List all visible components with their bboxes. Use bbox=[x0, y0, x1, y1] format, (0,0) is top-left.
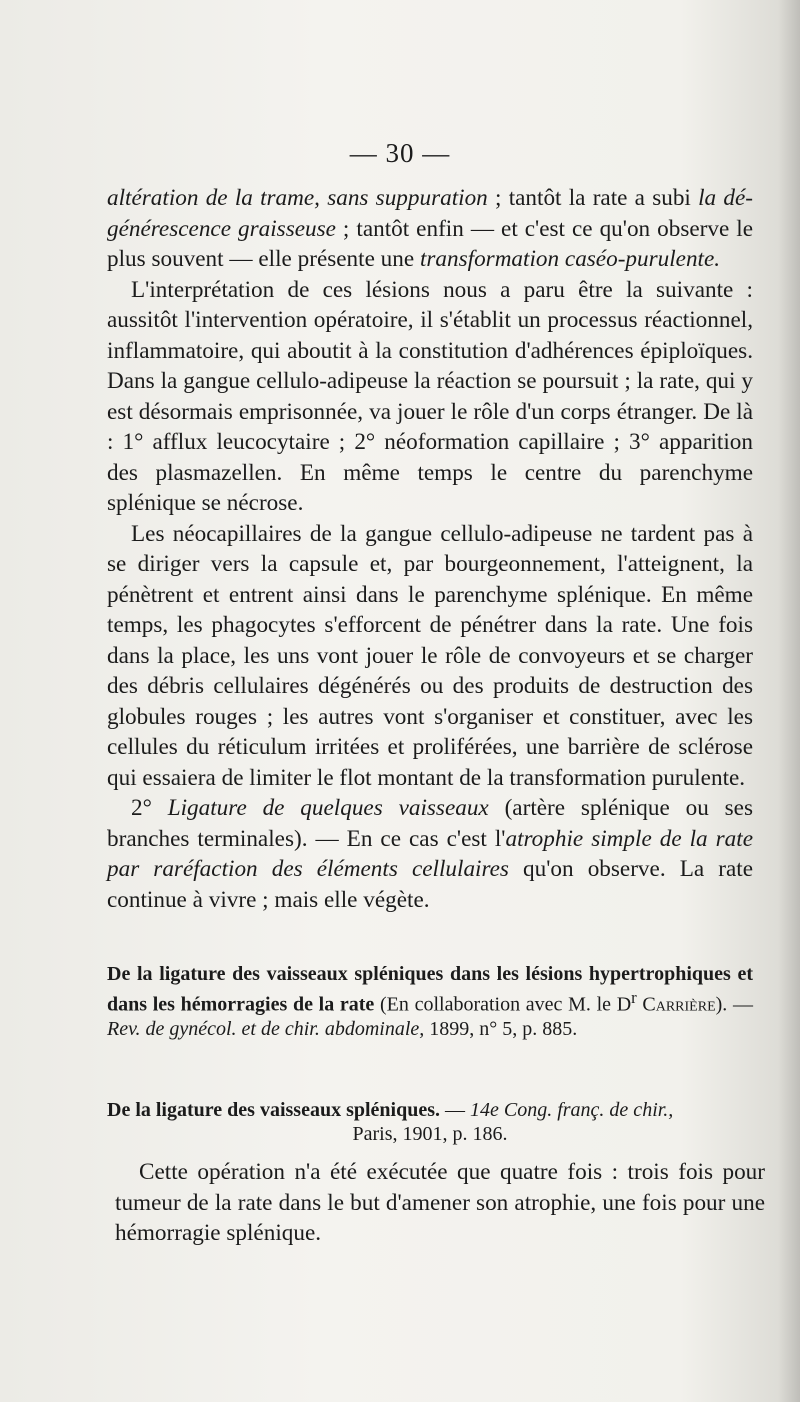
reference-title: De la ligature des vaisseaux spléniques dans les lésions hypertrophiques et dans les hémorragies de la rate bbox=[107, 963, 753, 1016]
reference-collab-post: ). — bbox=[715, 993, 753, 1016]
paragraph bbox=[107, 793, 753, 915]
italic-run: Ligature de quelques vaisseaux bbox=[167, 795, 489, 821]
text-run: Les néocapillaires de la gangue cellulo-adipeuse ne tardent pas à se diriger vers la capsule et, par bourgeonnement, l'atteignent, la pénètrent et entrent ainsi dans le parenchyme splénique. En même temps, les phagocytes s'efforcent de pénétrer dans la rate. Une fois dans la place, les uns vont jouer le rôle de convoyeurs et se charger des débris cellulaires dégénérés ou des produits de destruction des globules rouges ; les autres vont s'organiser et constituer, avec les cellules du réticulum irritées et proliférées, une barrière de sclérose qui essaiera de limiter le flot montant de la transformation purulente. bbox=[107, 520, 753, 791]
reference-collab-name: Carrière bbox=[636, 993, 716, 1016]
reference-dash: — bbox=[440, 1099, 470, 1121]
text-run: (artère splénique ou ses branches terminales). — En ce cas c'est l' bbox=[107, 795, 753, 852]
body-text bbox=[107, 183, 753, 915]
reference-entry-1 bbox=[107, 962, 753, 1041]
final-paragraph bbox=[115, 1157, 765, 1249]
paragraph: Cette opération n'a été exécutée que quatre fois : trois fois pour tumeur de la rate dans le but d'amener son atrophie, une fois pour une hémorragie splénique. bbox=[115, 1159, 765, 1246]
italic-run: générescence graisseuse bbox=[107, 215, 336, 242]
reference-journal: Rev. de gynécol. et de chir. abdominale, bbox=[107, 1017, 425, 1040]
text-run: 2° bbox=[131, 795, 168, 821]
reference-title: De la ligature des vaisseaux spléniques. bbox=[107, 1099, 440, 1121]
text-run: ; tantôt enfin — et c'est ce qu'on observe le plus souvent — elle présente une bbox=[107, 215, 753, 272]
text-run: qu'on observe. La rate continue à vivre ; mais elle végète. bbox=[107, 856, 753, 913]
page-number: — 30 — bbox=[349, 138, 451, 168]
italic-run: transformation caséo-purulente. bbox=[419, 246, 721, 272]
page-edge-shadow bbox=[778, 0, 800, 1402]
reference-details: Paris, 1901, p. 186. bbox=[352, 1123, 508, 1145]
text-run: ; tantôt la rate a subi bbox=[487, 185, 699, 211]
reference-collaboration: (En collaboration avec M. le D bbox=[374, 993, 632, 1016]
reference-details: 1899, n° 5, p. 885. bbox=[424, 1017, 578, 1040]
paragraph bbox=[107, 183, 753, 275]
reference-journal: 14e Cong. franç. de chir., bbox=[470, 1099, 674, 1121]
reference-collab-sup: r bbox=[631, 988, 637, 1007]
paragraph bbox=[107, 519, 753, 794]
reference-entry-2 bbox=[107, 1098, 753, 1146]
text-run: L'interprétation de ces lésions nous a paru être la suivante : aussitôt l'intervention opératoire, il s'établit un processus réactionnel, inflammatoire, qui aboutit à la constitution d'adhérences épiploïques. Dans la gangue cellulo-adipeuse la réaction se poursuit ; la rate, qui y est désormais emprisonnée, va jouer le rôle d'un corps étranger. De là : 1° afflux leucocytaire ; 2° néoformation capillaire ; 3° apparition des plasmazellen. En même temps le centre du parenchyme splénique se nécrose. bbox=[107, 276, 753, 516]
italic-run: altération de la trame, sans suppuration bbox=[107, 185, 488, 211]
paragraph bbox=[107, 275, 753, 519]
italic-run: atrophie simple de la rate par raréfaction des éléments cellulaires bbox=[107, 825, 754, 882]
italic-run: la dé- bbox=[698, 185, 753, 211]
